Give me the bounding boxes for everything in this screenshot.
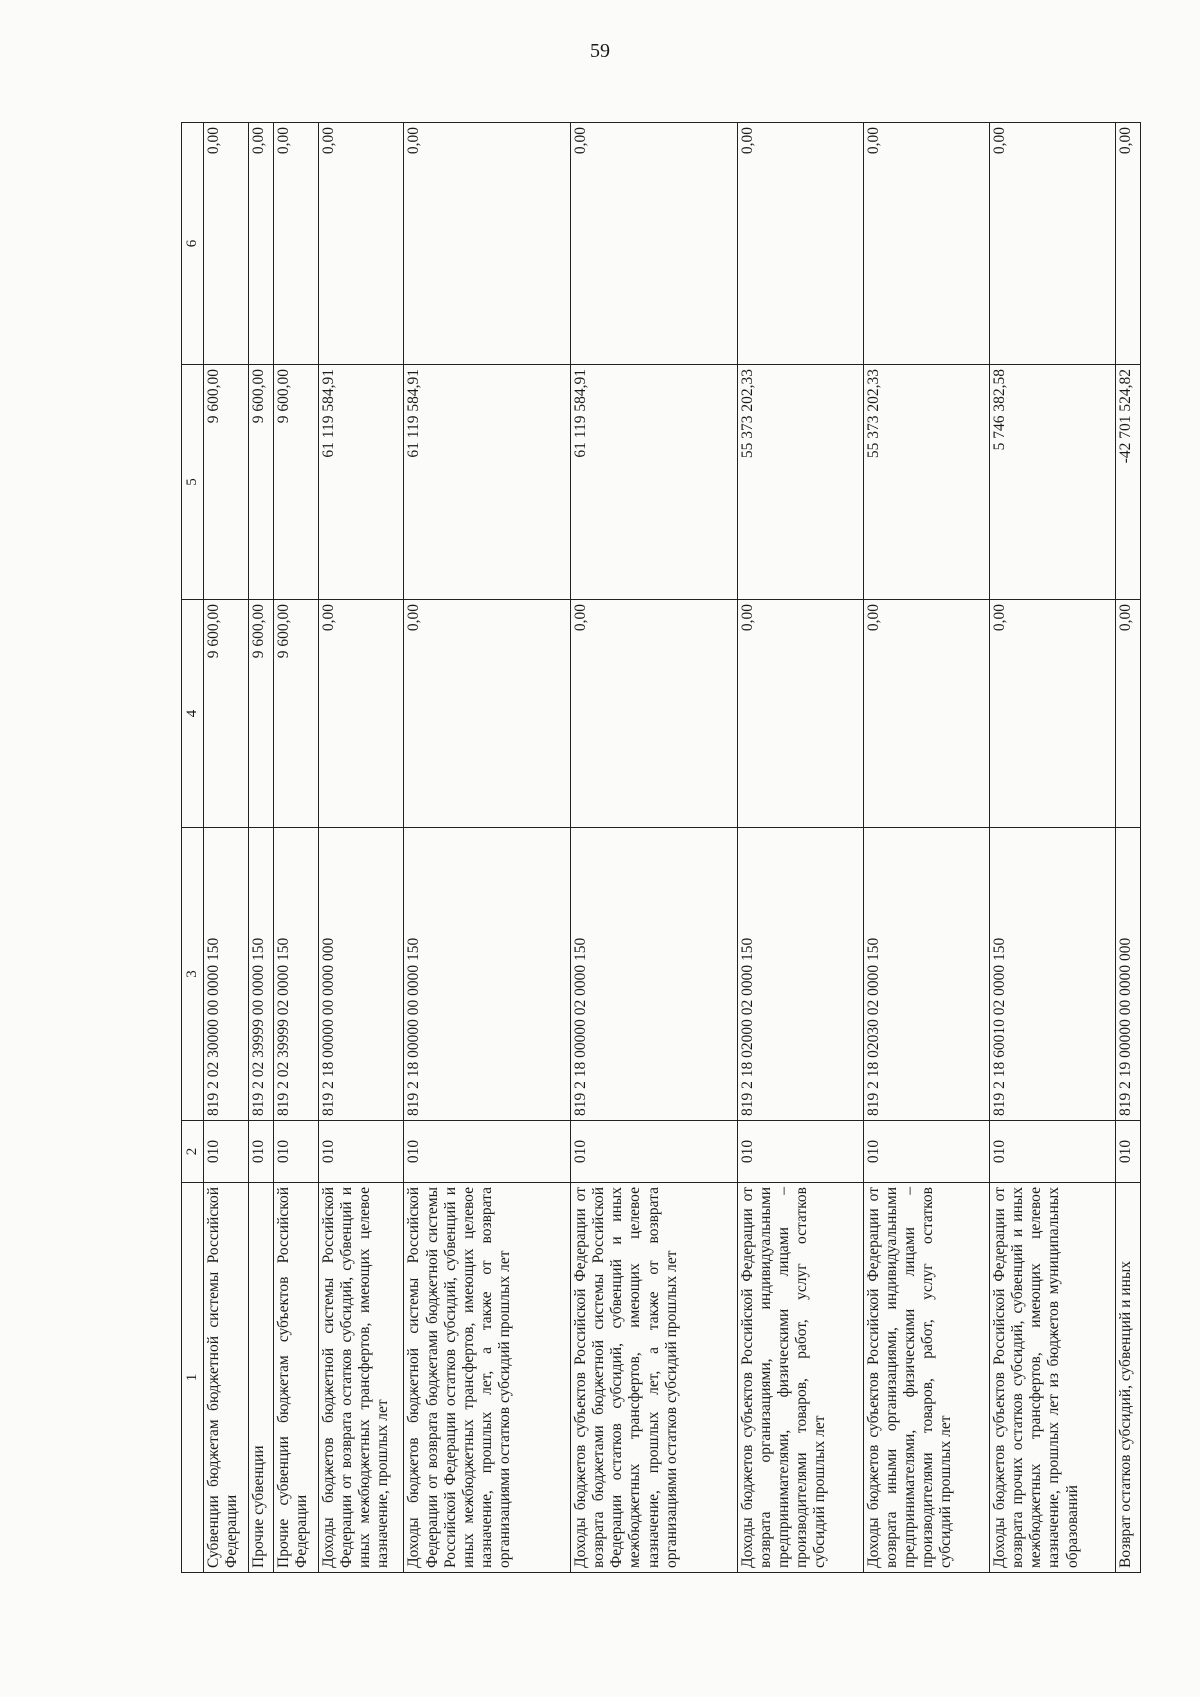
column-header-4: 4 (182, 600, 204, 828)
row-line-code: 010 (571, 1121, 738, 1183)
row-value-col4: 0,00 (737, 600, 863, 828)
row-kbk-code: 819 2 18 02000 02 0000 150 (737, 828, 863, 1121)
row-value-col5: 61 119 584,91 (318, 365, 404, 600)
row-value-col4: 9 600,00 (249, 600, 274, 828)
row-name: Доходы бюджетов бюджетной системы Российской Федерации от возврата остатков субсидий, субвенций и иных межбюджетных трансфертов, имеющих целевое назначение, прошлых лет (318, 1183, 404, 1573)
table-row (571, 123, 738, 1573)
row-value-col5: 9 600,00 (249, 365, 274, 600)
row-name: Доходы бюджетов субъектов Российской Федерации от возврата иными организациями, индивидуальными предпринимателями, физическими лицами – производителями товаров, работ, услуг остатков субсидий прошлых лет (863, 1183, 989, 1573)
row-kbk-code: 819 2 02 30000 00 0000 150 (204, 828, 249, 1121)
row-value-col4: 0,00 (404, 600, 571, 828)
table-row (404, 123, 571, 1573)
row-line-code: 010 (1116, 1121, 1141, 1183)
column-header-5: 5 (182, 365, 204, 600)
row-value-col4: 9 600,00 (273, 600, 318, 828)
row-value-col6: 0,00 (273, 123, 318, 365)
row-value-col4: 9 600,00 (204, 600, 249, 828)
rotated-table-container (181, 123, 1141, 1573)
row-line-code: 010 (273, 1121, 318, 1183)
row-value-col6: 0,00 (204, 123, 249, 365)
column-header-1: 1 (182, 1183, 204, 1573)
row-value-col4: 0,00 (1116, 600, 1141, 828)
row-value-col5: 61 119 584,91 (571, 365, 738, 600)
row-name: Возврат остатков субсидий, субвенций и иных (1116, 1183, 1141, 1573)
row-kbk-code: 819 2 18 60010 02 0000 150 (990, 828, 1116, 1121)
row-line-code: 010 (318, 1121, 404, 1183)
row-value-col6: 0,00 (404, 123, 571, 365)
table-header-row (182, 123, 204, 1573)
row-value-col5: 5 746 382,58 (990, 365, 1116, 600)
column-header-2: 2 (182, 1121, 204, 1183)
row-value-col5: 9 600,00 (204, 365, 249, 600)
row-line-code: 010 (249, 1121, 274, 1183)
row-line-code: 010 (737, 1121, 863, 1183)
table-row (204, 123, 249, 1573)
row-value-col6: 0,00 (863, 123, 989, 365)
row-value-col6: 0,00 (571, 123, 738, 365)
row-name: Доходы бюджетов бюджетной системы Российской Федерации от возврата бюджетами бюджетной системы Российской Федерации остатков субсидий, субвенций и иных межбюджетных трансфертов, имеющих целевое назначение, прошлых лет, а также от возврата организациями остатков субсидий прошлых лет (404, 1183, 571, 1573)
row-name: Прочие субвенции бюджетам субъектов Российской Федерации (273, 1183, 318, 1573)
row-kbk-code: 819 2 18 00000 02 0000 150 (571, 828, 738, 1121)
column-header-3: 3 (182, 828, 204, 1121)
row-value-col6: 0,00 (1116, 123, 1141, 365)
row-value-col4: 0,00 (990, 600, 1116, 828)
row-line-code: 010 (863, 1121, 989, 1183)
row-value-col4: 0,00 (863, 600, 989, 828)
row-value-col5: 55 373 202,33 (863, 365, 989, 600)
row-value-col5: 9 600,00 (273, 365, 318, 600)
row-kbk-code: 819 2 18 00000 00 0000 000 (318, 828, 404, 1121)
table-row (273, 123, 318, 1573)
budget-revenue-table (181, 122, 1141, 1573)
row-kbk-code: 819 2 18 02030 02 0000 150 (863, 828, 989, 1121)
row-value-col6: 0,00 (990, 123, 1116, 365)
table-row (249, 123, 274, 1573)
row-name: Доходы бюджетов субъектов Российской Федерации от возврата прочих остатков субсидий, субвенций и иных межбюджетных трансфертов, имеющих целевое назначение, прошлых лет из бюджетов муниципальных образований (990, 1183, 1116, 1573)
row-kbk-code: 819 2 02 39999 02 0000 150 (273, 828, 318, 1121)
row-kbk-code: 819 2 18 00000 00 0000 150 (404, 828, 571, 1121)
row-name: Доходы бюджетов субъектов Российской Федерации от возврата организациями, индивидуальными предпринимателями, физическими лицами – производителями товаров, работ, услуг остатков субсидий прошлых лет (737, 1183, 863, 1573)
column-header-6: 6 (182, 123, 204, 365)
row-line-code: 010 (204, 1121, 249, 1183)
row-line-code: 010 (990, 1121, 1116, 1183)
row-value-col4: 0,00 (318, 600, 404, 828)
table-row (863, 123, 989, 1573)
row-value-col6: 0,00 (318, 123, 404, 365)
row-name: Доходы бюджетов субъектов Российской Федерации от возврата бюджетами бюджетной системы Российской Федерации остатков субсидий, субвенций и иных межбюджетных трансфертов, имеющих целевое назначение, прошлых лет, а также от возврата организациями остатков субсидий прошлых лет (571, 1183, 738, 1573)
table-row (737, 123, 863, 1573)
table-row (1116, 123, 1141, 1573)
row-value-col6: 0,00 (737, 123, 863, 365)
row-value-col4: 0,00 (571, 600, 738, 828)
row-kbk-code: 819 2 19 00000 00 0000 000 (1116, 828, 1141, 1121)
row-name: Субвенции бюджетам бюджетной системы Российской Федерации (204, 1183, 249, 1573)
table-row (990, 123, 1116, 1573)
row-name: Прочие субвенции (249, 1183, 274, 1573)
row-kbk-code: 819 2 02 39999 00 0000 150 (249, 828, 274, 1121)
row-line-code: 010 (404, 1121, 571, 1183)
table-row (318, 123, 404, 1573)
row-value-col5: -42 701 524,82 (1116, 365, 1141, 600)
row-value-col5: 55 373 202,33 (737, 365, 863, 600)
row-value-col6: 0,00 (249, 123, 274, 365)
page-number: 59 (590, 40, 610, 62)
row-value-col5: 61 119 584,91 (404, 365, 571, 600)
